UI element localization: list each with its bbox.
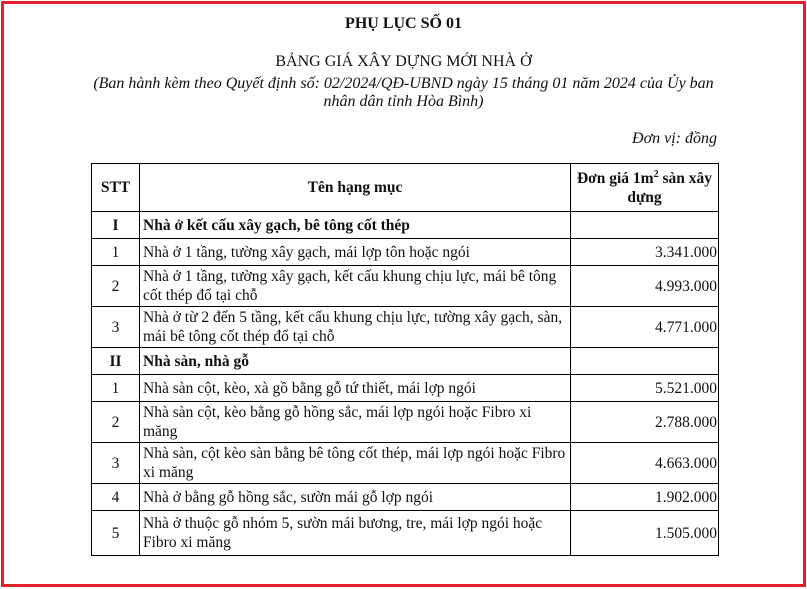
row-stt: 5 bbox=[92, 511, 140, 556]
row-name: Nhà ở 1 tầng, tường xây gạch, mái lợp tôn hoặc ngói bbox=[140, 239, 571, 266]
appendix-title: PHỤ LỤC SỐ 01 bbox=[345, 15, 462, 32]
row-price: 2.788.000 bbox=[571, 402, 719, 443]
row-name: Nhà ở bằng gỗ hồng sắc, sườn mái gỗ lợp ngói bbox=[140, 484, 571, 511]
row-stt: 2 bbox=[92, 266, 140, 307]
row-price: 4.771.000 bbox=[571, 307, 719, 348]
section-name: Nhà sàn, nhà gỗ bbox=[140, 348, 571, 375]
row-name: Nhà sàn, cột kèo sàn bằng bê tông cốt thép, mái lợp ngói hoặc Fibro xi măng bbox=[140, 443, 571, 484]
row-price: 4.663.000 bbox=[571, 443, 719, 484]
row-stt: 2 bbox=[92, 402, 140, 443]
section-row-1 bbox=[92, 212, 719, 239]
row-price: 4.993.000 bbox=[571, 266, 719, 307]
section-price-empty bbox=[571, 212, 719, 239]
unit-label: Đơn vị: đồng bbox=[632, 130, 717, 147]
table-row bbox=[92, 443, 719, 484]
header-item: Tên hạng mục bbox=[140, 164, 571, 212]
header-price bbox=[571, 164, 719, 212]
row-price: 3.341.000 bbox=[571, 239, 719, 266]
decree-reference-line-1: (Ban hành kèm theo Quyết định số: 02/2024/QĐ-UBND ngày 15 tháng 01 năm 2024 của Ủy ban bbox=[93, 75, 714, 92]
table-subtitle: BẢNG GIÁ XÂY DỰNG MỚI NHÀ Ở bbox=[275, 53, 532, 70]
table-row bbox=[92, 484, 719, 511]
decree-reference-line-2: nhân dân tỉnh Hòa Bình) bbox=[323, 93, 484, 110]
table-row bbox=[92, 266, 719, 307]
row-stt: 4 bbox=[92, 484, 140, 511]
section-price-empty bbox=[571, 348, 719, 375]
header-price-sup: 2 bbox=[653, 168, 659, 180]
section-name: Nhà ở kết cấu xây gạch, bê tông cốt thép bbox=[140, 212, 571, 239]
screenshot-frame bbox=[1, 1, 806, 587]
table-row bbox=[92, 375, 719, 402]
row-name: Nhà ở 1 tầng, tường xây gạch, kết cấu khung chịu lực, mái bê tông cốt thép đổ tại chỗ bbox=[140, 266, 571, 307]
row-price: 1.505.000 bbox=[571, 511, 719, 556]
header-stt: STT bbox=[92, 164, 140, 212]
table-row bbox=[92, 239, 719, 266]
row-name: Nhà ở thuộc gỗ nhóm 5, sườn mái bương, tre, mái lợp ngói hoặc Fibro xi măng bbox=[140, 511, 571, 556]
row-name: Nhà ở từ 2 đến 5 tầng, kết cấu khung chịu lực, tường xây gạch, sàn, mái bê tông cốt thép đổ tại chỗ bbox=[140, 307, 571, 348]
row-price: 5.521.000 bbox=[571, 375, 719, 402]
table-row bbox=[92, 307, 719, 348]
table-row bbox=[92, 511, 719, 556]
table-header-row bbox=[92, 164, 719, 212]
price-table bbox=[91, 163, 719, 556]
section-stt: I bbox=[92, 212, 140, 239]
table-row bbox=[92, 402, 719, 443]
row-price: 1.902.000 bbox=[571, 484, 719, 511]
header-price-post: sàn xây dựng bbox=[627, 169, 713, 206]
row-stt: 3 bbox=[92, 443, 140, 484]
section-row-2 bbox=[92, 348, 719, 375]
row-name: Nhà sàn cột, kèo, xà gồ bằng gỗ tứ thiết, mái lợp ngói bbox=[140, 375, 571, 402]
section-stt: II bbox=[92, 348, 140, 375]
row-stt: 1 bbox=[92, 375, 140, 402]
row-stt: 3 bbox=[92, 307, 140, 348]
row-stt: 1 bbox=[92, 239, 140, 266]
header-price-pre: Đơn giá 1m bbox=[576, 169, 654, 187]
row-name: Nhà sàn cột, kèo bằng gỗ hồng sắc, mái lợp ngói hoặc Fibro xi măng bbox=[140, 402, 571, 443]
